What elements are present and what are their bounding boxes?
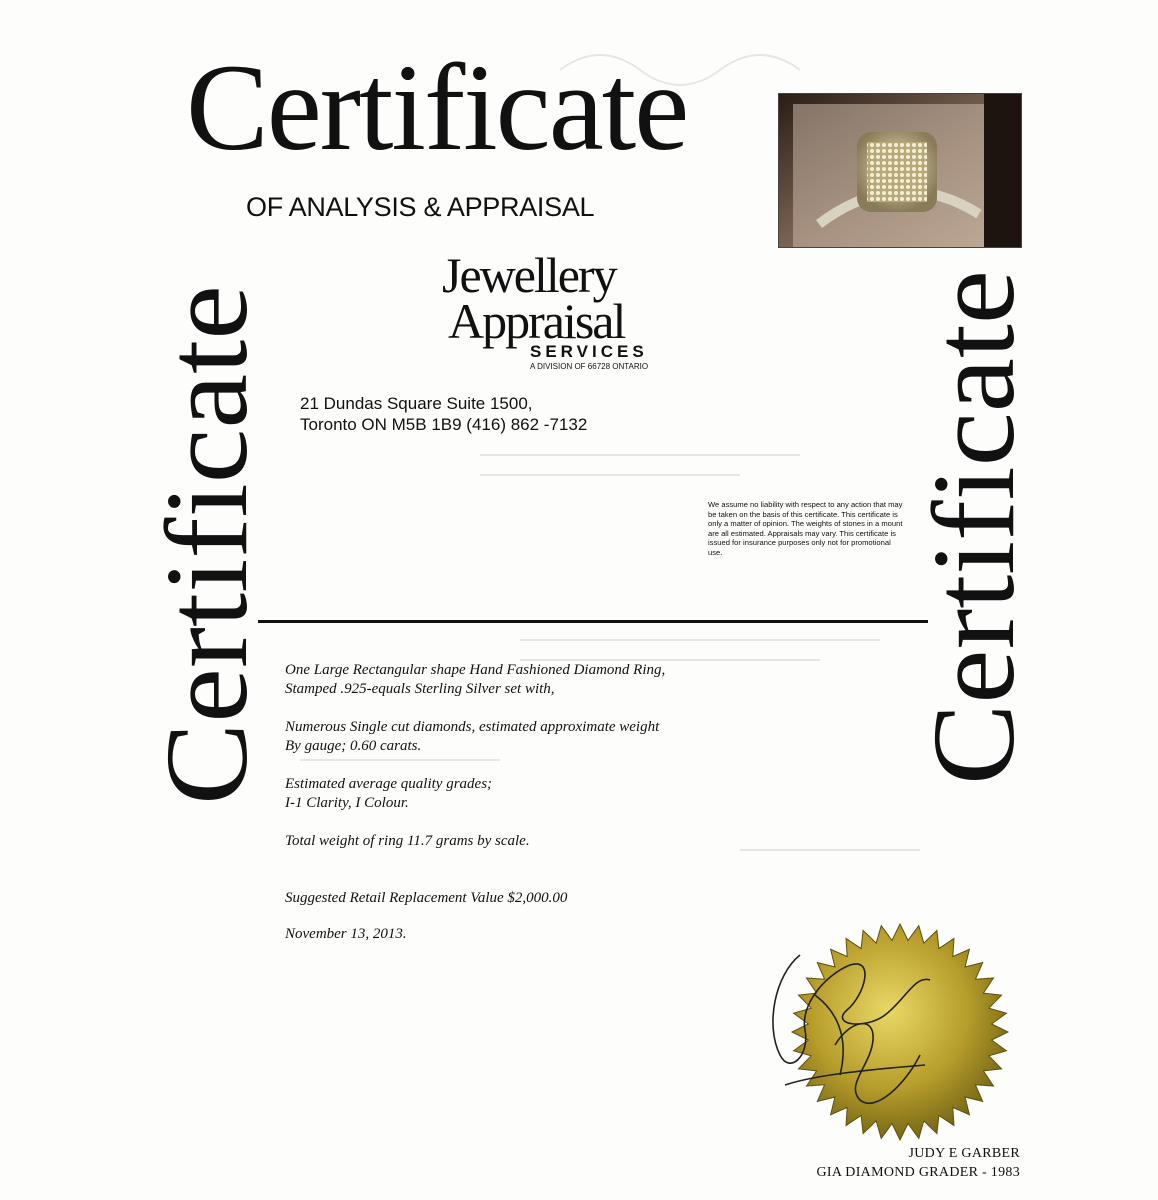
signature xyxy=(755,935,955,1135)
address-line-2: Toronto ON M5B 1B9 (416) 862 -7132 xyxy=(300,415,588,434)
item-line-2: Stamped .925-equals Sterling Silver set with, xyxy=(285,681,555,697)
logo-jewellery: Jewellery xyxy=(442,247,616,303)
item-line-1: One Large Rectangular shape Hand Fashioned Diamond Ring, xyxy=(285,662,666,678)
address-line-1: 21 Dundas Square Suite 1500, xyxy=(300,394,533,413)
divider-line xyxy=(258,620,928,623)
signer-name: JUDY E GARBER xyxy=(908,1146,1020,1161)
side-label-left-text: Certificate xyxy=(141,307,272,805)
signer-block xyxy=(760,1144,1020,1182)
grades-line-2: I-1 Clarity, I Colour. xyxy=(285,795,409,811)
company-address xyxy=(300,393,587,435)
logo-division: A DIVISION OF 66728 ONTARIO xyxy=(530,362,649,371)
ring-photo xyxy=(778,93,1022,248)
certificate-subtitle: OF ANALYSIS & APPRAISAL xyxy=(246,192,595,222)
replacement-value: Suggested Retail Replacement Value $2,000.00 xyxy=(285,890,568,906)
liability-disclaimer: We assume no liability with respect to any action that may be taken on the basis of this certificate. This certificate is only a matter of opinion. The weights of stones in a mount are all estimated. Appraisals may vary. This certificate is issued for insurance purposes only not for promotional use. xyxy=(708,500,903,557)
company-logo xyxy=(430,247,700,380)
item-description xyxy=(285,661,785,963)
certificate-title: Certificate xyxy=(186,39,688,176)
appraisal-date: November 13, 2013. xyxy=(285,926,407,942)
grades-line-1: Estimated average quality grades; xyxy=(285,776,493,792)
signer-credential: GIA DIAMOND GRADER - 1983 xyxy=(816,1165,1020,1180)
logo-appraisal: Appraisal xyxy=(448,293,625,349)
logo-services: SERVICES xyxy=(530,342,648,361)
ring-weight: Total weight of ring 11.7 grams by scale. xyxy=(285,833,530,849)
side-label-right-text: Certificate xyxy=(908,287,1039,785)
side-label-left xyxy=(138,280,272,810)
side-label-right xyxy=(905,265,1039,790)
stones-line-1: Numerous Single cut diamonds, estimated approximate weight xyxy=(285,719,660,735)
stones-line-2: By gauge; 0.60 carats. xyxy=(285,738,422,754)
